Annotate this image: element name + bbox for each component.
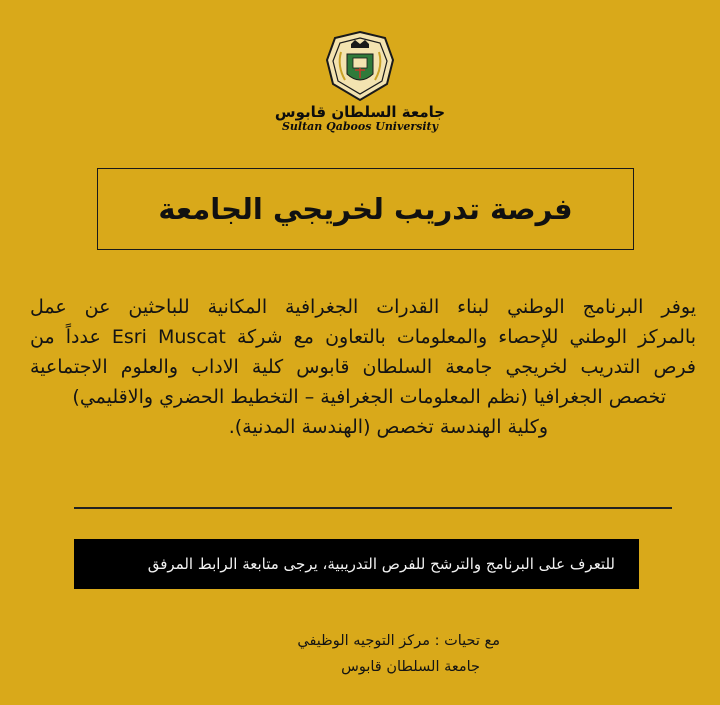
university-name-english: Sultan Qaboos University	[281, 120, 439, 133]
title-box	[97, 168, 634, 250]
body-line: وكلية الهندسة تخصص (الهندسة المدنية).	[228, 416, 548, 438]
body-line: تخصص الجغرافيا (نظم المعلومات الجغرافية – التخطيط الحضري والاقليمي)	[72, 386, 666, 408]
university-crest-icon	[323, 30, 397, 102]
notice-bar[interactable]	[74, 539, 639, 589]
body-line: بالمركز الوطني للإحصاء والمعلومات بالتعاون مع شركة Esri Muscat عدداً من	[30, 326, 696, 348]
footer-university: جامعة السلطان قابوس	[341, 659, 480, 675]
footer-signature: مع تحيات : مركز التوجيه الوظيفي	[297, 633, 500, 649]
notice-text[interactable]: للتعرف على البرنامج والترشح للفرص التدريبية، يرجى متابعة الرابط المرفق	[147, 555, 615, 573]
page-title: فرصة تدريب لخريجي الجامعة	[158, 192, 573, 226]
announcement-body	[30, 292, 696, 442]
body-line: فرص التدريب لخريجي جامعة السلطان قابوس كلية الاداب والعلوم الاجتماعية	[30, 356, 696, 378]
header	[0, 30, 720, 133]
university-name-arabic: جامعة السلطان قابوس	[274, 103, 446, 121]
footer	[240, 628, 500, 680]
divider	[74, 507, 672, 509]
body-line: يوفر البرنامج الوطني لبناء القدرات الجغرافية المكانية للباحثين عن عمل	[30, 296, 696, 318]
